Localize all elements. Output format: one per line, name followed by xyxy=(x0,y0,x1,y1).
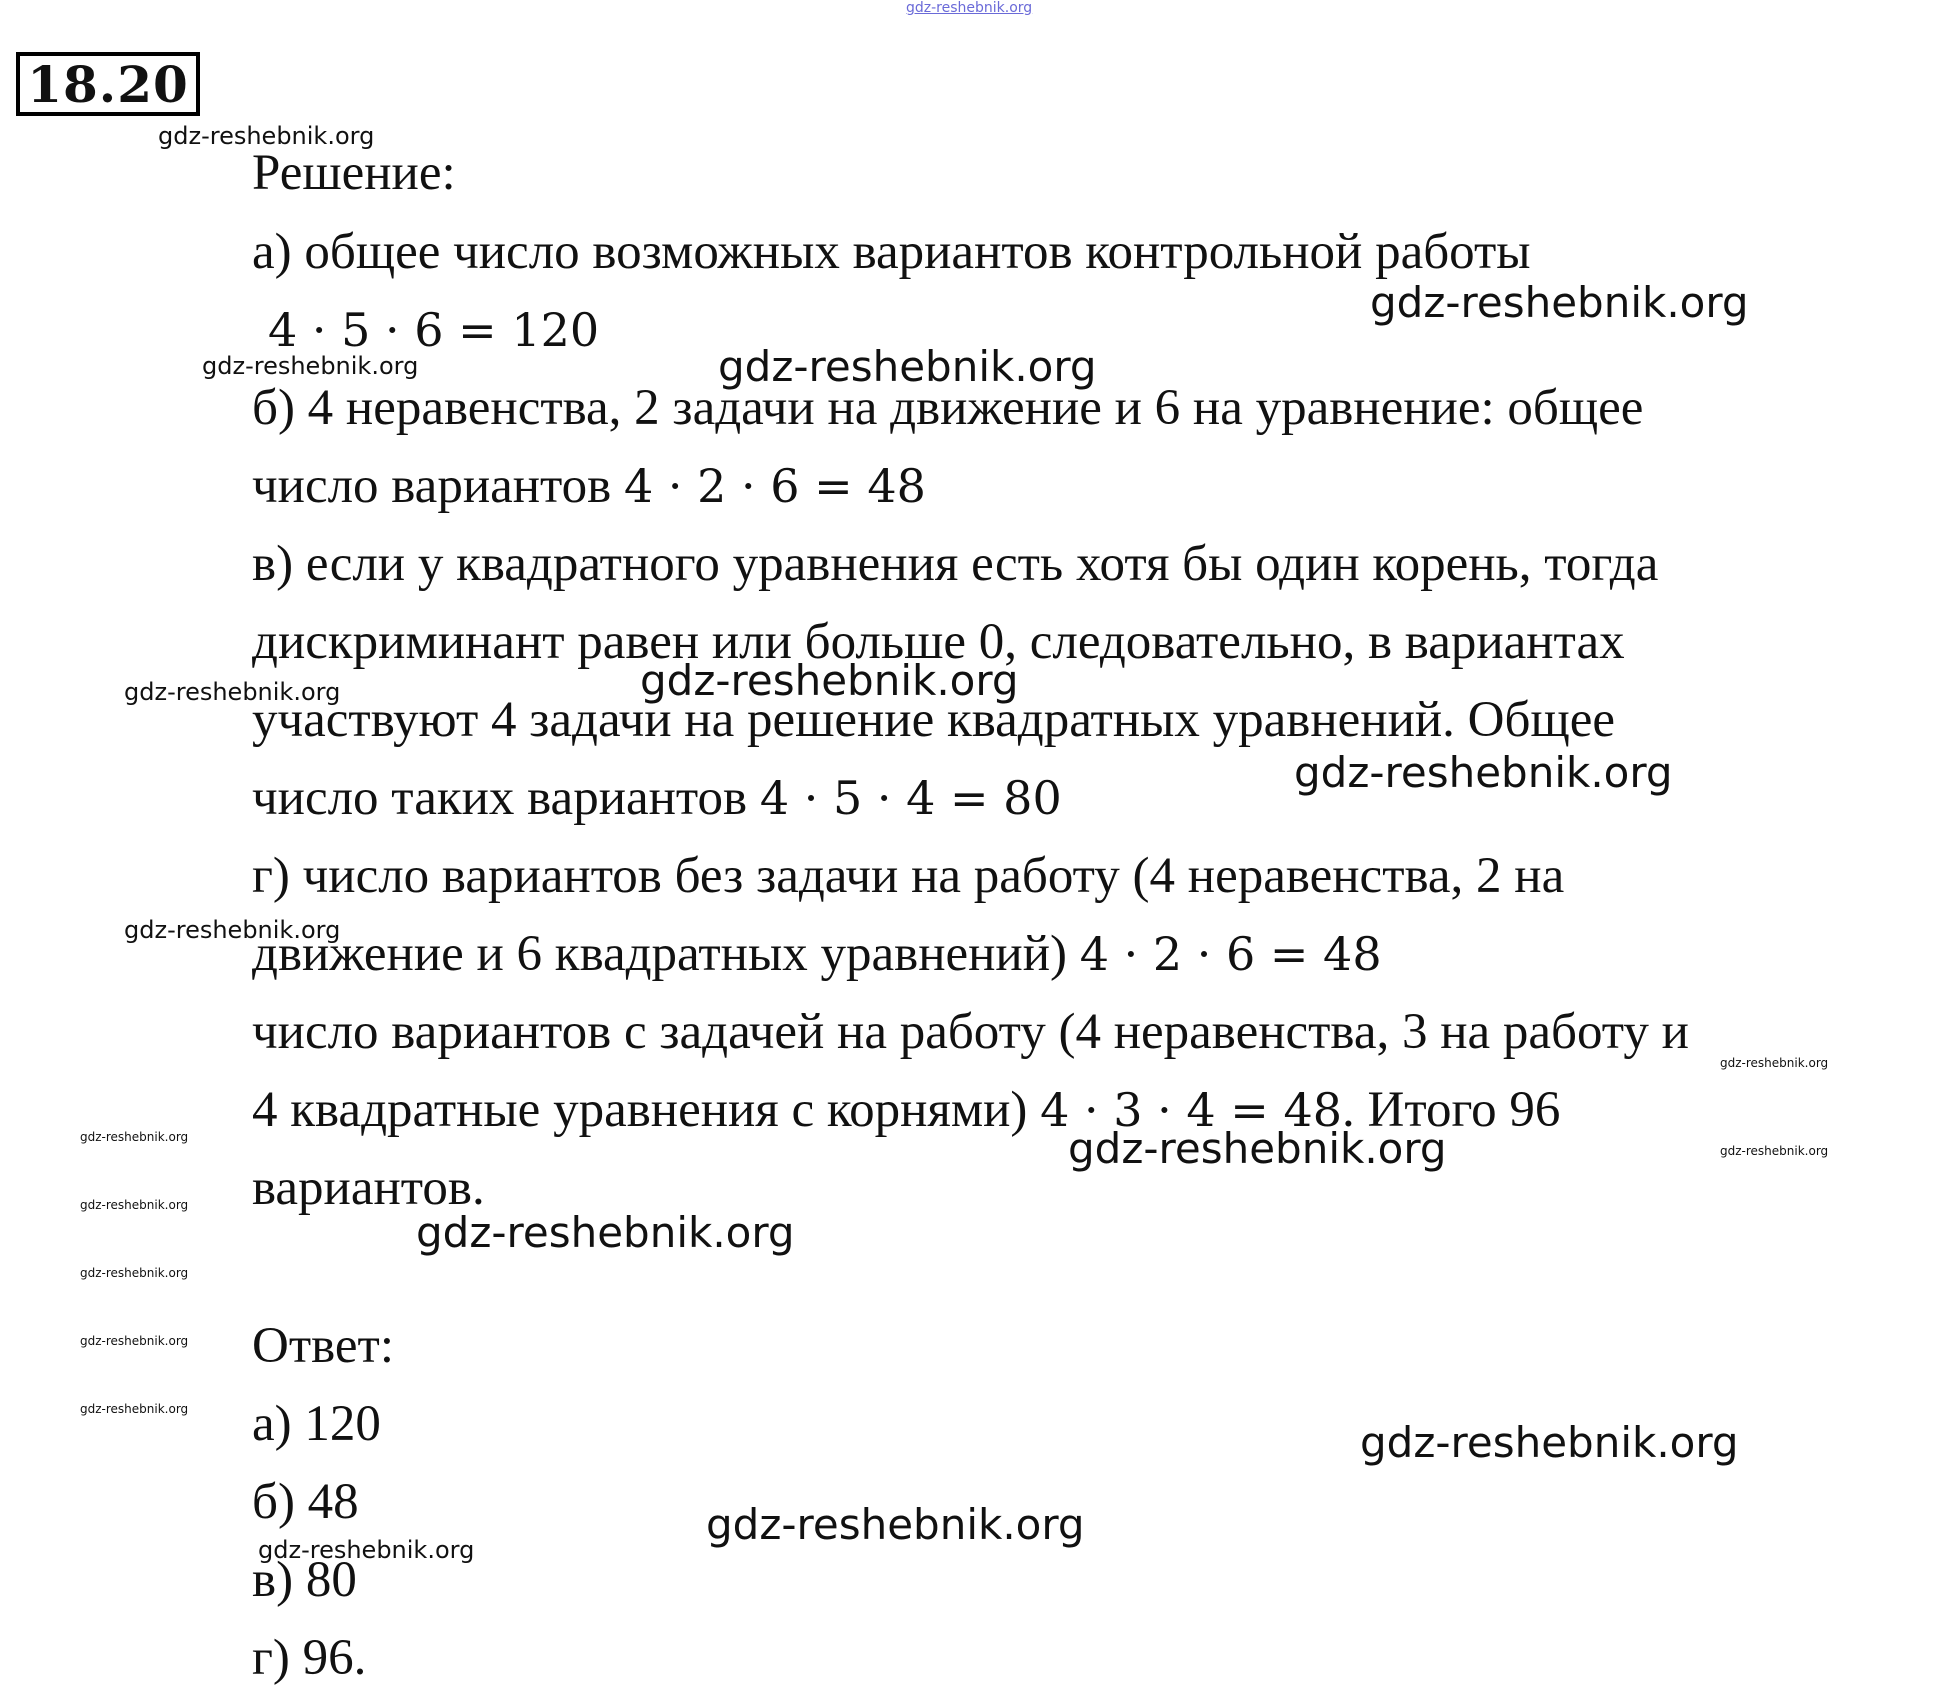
solution-line xyxy=(252,222,1531,282)
answer-heading: Ответ: xyxy=(252,1318,394,1374)
line-text: число вариантов с задачей на работу (4 неравенства, 3 на работу и xyxy=(252,1004,1689,1060)
solution-line xyxy=(268,300,599,360)
math-expression: 4 · 2 · 6 = 48 xyxy=(624,459,926,513)
answer-item-d: г) 96. xyxy=(252,1630,367,1686)
line-text: вариантов. xyxy=(252,1160,485,1216)
answer-item-c: в) 80 xyxy=(252,1552,357,1608)
problem-number: 18.20 xyxy=(16,52,200,116)
solution-line xyxy=(252,846,1564,906)
math-expression: 4 · 5 · 4 = 80 xyxy=(759,771,1062,825)
math-expression: 4 · 2 · 6 = 48 xyxy=(1079,927,1382,981)
line-text: 4 квадратные уравнения с корнями) xyxy=(252,1082,1041,1138)
solution-line xyxy=(252,924,1382,984)
watermark-text: gdz-reshebnik.org xyxy=(124,916,341,944)
solution-heading: Решение: xyxy=(252,145,456,201)
answer-item-a: а) 120 xyxy=(252,1396,381,1452)
line-text-tail: . Итого 96 xyxy=(1342,1082,1561,1138)
watermark-text: gdz-reshebnik.org xyxy=(202,352,419,380)
line-text: г) число вариантов без задачи на работу (4 неравенства, 2 на xyxy=(252,848,1565,904)
line-text: б) 4 неравенства, 2 задачи на движение и 6 на уравнение: общее xyxy=(252,380,1644,436)
watermark-text: gdz-reshebnik.org xyxy=(80,1198,189,1212)
watermark-text: gdz-reshebnik.org xyxy=(124,678,341,706)
watermark-text: gdz-reshebnik.org xyxy=(416,1208,795,1257)
watermark-text: gdz-reshebnik.org xyxy=(80,1402,189,1416)
math-expression: 4 · 3 · 4 = 48 xyxy=(1040,1083,1342,1137)
watermark-top-link[interactable]: gdz-reshebnik.org xyxy=(906,0,1033,16)
watermark-text: gdz-reshebnik.org xyxy=(158,122,375,150)
watermark-text: gdz-reshebnik.org xyxy=(80,1266,189,1280)
line-text: движение и 6 квадратных уравнений) xyxy=(252,926,1080,982)
watermark-text: gdz-reshebnik.org xyxy=(1068,1124,1447,1173)
solution-line xyxy=(252,768,1062,828)
line-text: участвуют 4 задачи на решение квадратных уравнений. Общее xyxy=(252,692,1616,748)
solution-line xyxy=(252,534,1658,594)
watermark-text: gdz-reshebnik.org xyxy=(1294,748,1673,797)
solution-line xyxy=(252,1002,1689,1062)
watermark-text: gdz-reshebnik.org xyxy=(706,1500,1085,1549)
watermark-text: gdz-reshebnik.org xyxy=(1360,1418,1739,1467)
line-text: в) если у квадратного уравнения есть хотя бы один корень, тогда xyxy=(252,536,1659,592)
solution-line xyxy=(252,456,926,516)
line-text: а) общее число возможных вариантов контрольной работы xyxy=(252,224,1531,280)
watermark-text: gdz-reshebnik.org xyxy=(80,1334,189,1348)
line-text: число вариантов xyxy=(252,458,624,514)
watermark-text: gdz-reshebnik.org xyxy=(640,656,1019,705)
watermark-text: gdz-reshebnik.org xyxy=(258,1536,475,1564)
watermark-text: gdz-reshebnik.org xyxy=(1370,278,1749,327)
answer-item-b: б) 48 xyxy=(252,1474,359,1530)
line-text: число таких вариантов xyxy=(252,770,760,826)
math-expression: 4 · 5 · 6 = 120 xyxy=(268,303,600,357)
watermark-text: gdz-reshebnik.org xyxy=(1720,1056,1829,1070)
watermark-text: gdz-reshebnik.org xyxy=(1720,1144,1829,1158)
watermark-text: gdz-reshebnik.org xyxy=(718,342,1097,391)
watermark-text: gdz-reshebnik.org xyxy=(80,1130,189,1144)
line-text: дискриминант равен или больше 0, следовательно, в вариантах xyxy=(252,614,1625,670)
